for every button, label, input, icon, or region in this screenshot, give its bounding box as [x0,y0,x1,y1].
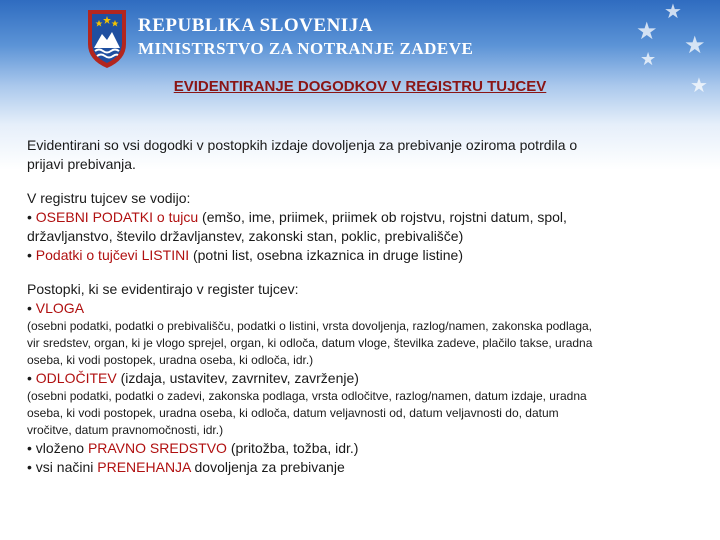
register-heading: V registru tujcev se vodijo: [27,190,191,206]
intro-line-2: prijavi prebivanja. [27,156,136,172]
procedure-vloga: • VLOGA [27,300,85,316]
register-item-osebni-cont: državljanstvo, število državljanstev, zakonski stan, poklic, prebivališče) [27,228,464,244]
vloga-detail-1: (osebni podatki, podatki o prebivališču, podatki o listini, vrsta dovoljenja, razlog/namen, zakonska podlaga, [27,319,592,333]
organization-name [138,14,473,60]
vloga-detail-3: oseba, ki vodi postopek, uradna oseba, ki odloča, idr.) [27,353,314,367]
procedure-pravno-sredstvo: • vloženo PRAVNO SREDSTVO (pritožba, tožba, idr.) [27,440,359,456]
slide-body [27,136,699,477]
odlocitev-detail-1: (osebni podatki, podatki o zadevi, zakonska podlaga, vrsta odločitve, razlog/namen, datum izdaje, uradna [27,389,587,403]
title-text: EVIDENTIRANJE DOGODKOV V REGISTRU TUJCEV [173,78,547,95]
procedures-heading: Postopki, ki se evidentirajo v register tujcev: [27,281,299,297]
procedure-prenehanje: • vsi načini PRENEHANJA dovoljenja za prebivanje [27,459,345,475]
star-icon: ★ [640,49,657,69]
procedure-odlocitev: • ODLOČITEV (izdaja, ustavitev, zavrnitev, zavrženje) [27,370,359,386]
star-icon: ★ [636,18,658,45]
star-icon: ★ [664,1,682,23]
star-icon: ★ [690,75,708,97]
org-line-2: MINISTRSTVO ZA NOTRANJE ZADEVE [138,39,474,58]
vloga-detail-2: vir sredstev, organ, ki je vlogo sprejel, organ, ki odloča, datum vloge, številka zadeve, plačilo takse, uradna [27,336,593,350]
org-line-1: REPUBLIKA SLOVENIJA [138,15,373,36]
odlocitev-detail-2: oseba, ki vodi postopek, uradna oseba, ki odloča, datum veljavnosti od, datum veljavnosti do, datum [27,406,559,420]
slovenia-coat-of-arms-icon [85,8,129,70]
intro-line-1: Evidentirani so vsi dogodki v postopkih izdaje dovoljenja za prebivanje oziroma potrdila o [27,137,578,153]
odlocitev-detail-3: vročitve, datum pravnomočnosti, idr.) [27,423,224,437]
slide-title [0,75,720,97]
star-icon: ★ [684,32,706,59]
register-item-listina: • Podatki o tujčevi LISTINI (potni list, osebna izkaznica in druge listine) [27,247,464,263]
register-item-osebni: • OSEBNI PODATKI o tujcu (emšo, ime, priimek, priimek ob rojstvu, rojstni datum, spol, [27,209,567,225]
